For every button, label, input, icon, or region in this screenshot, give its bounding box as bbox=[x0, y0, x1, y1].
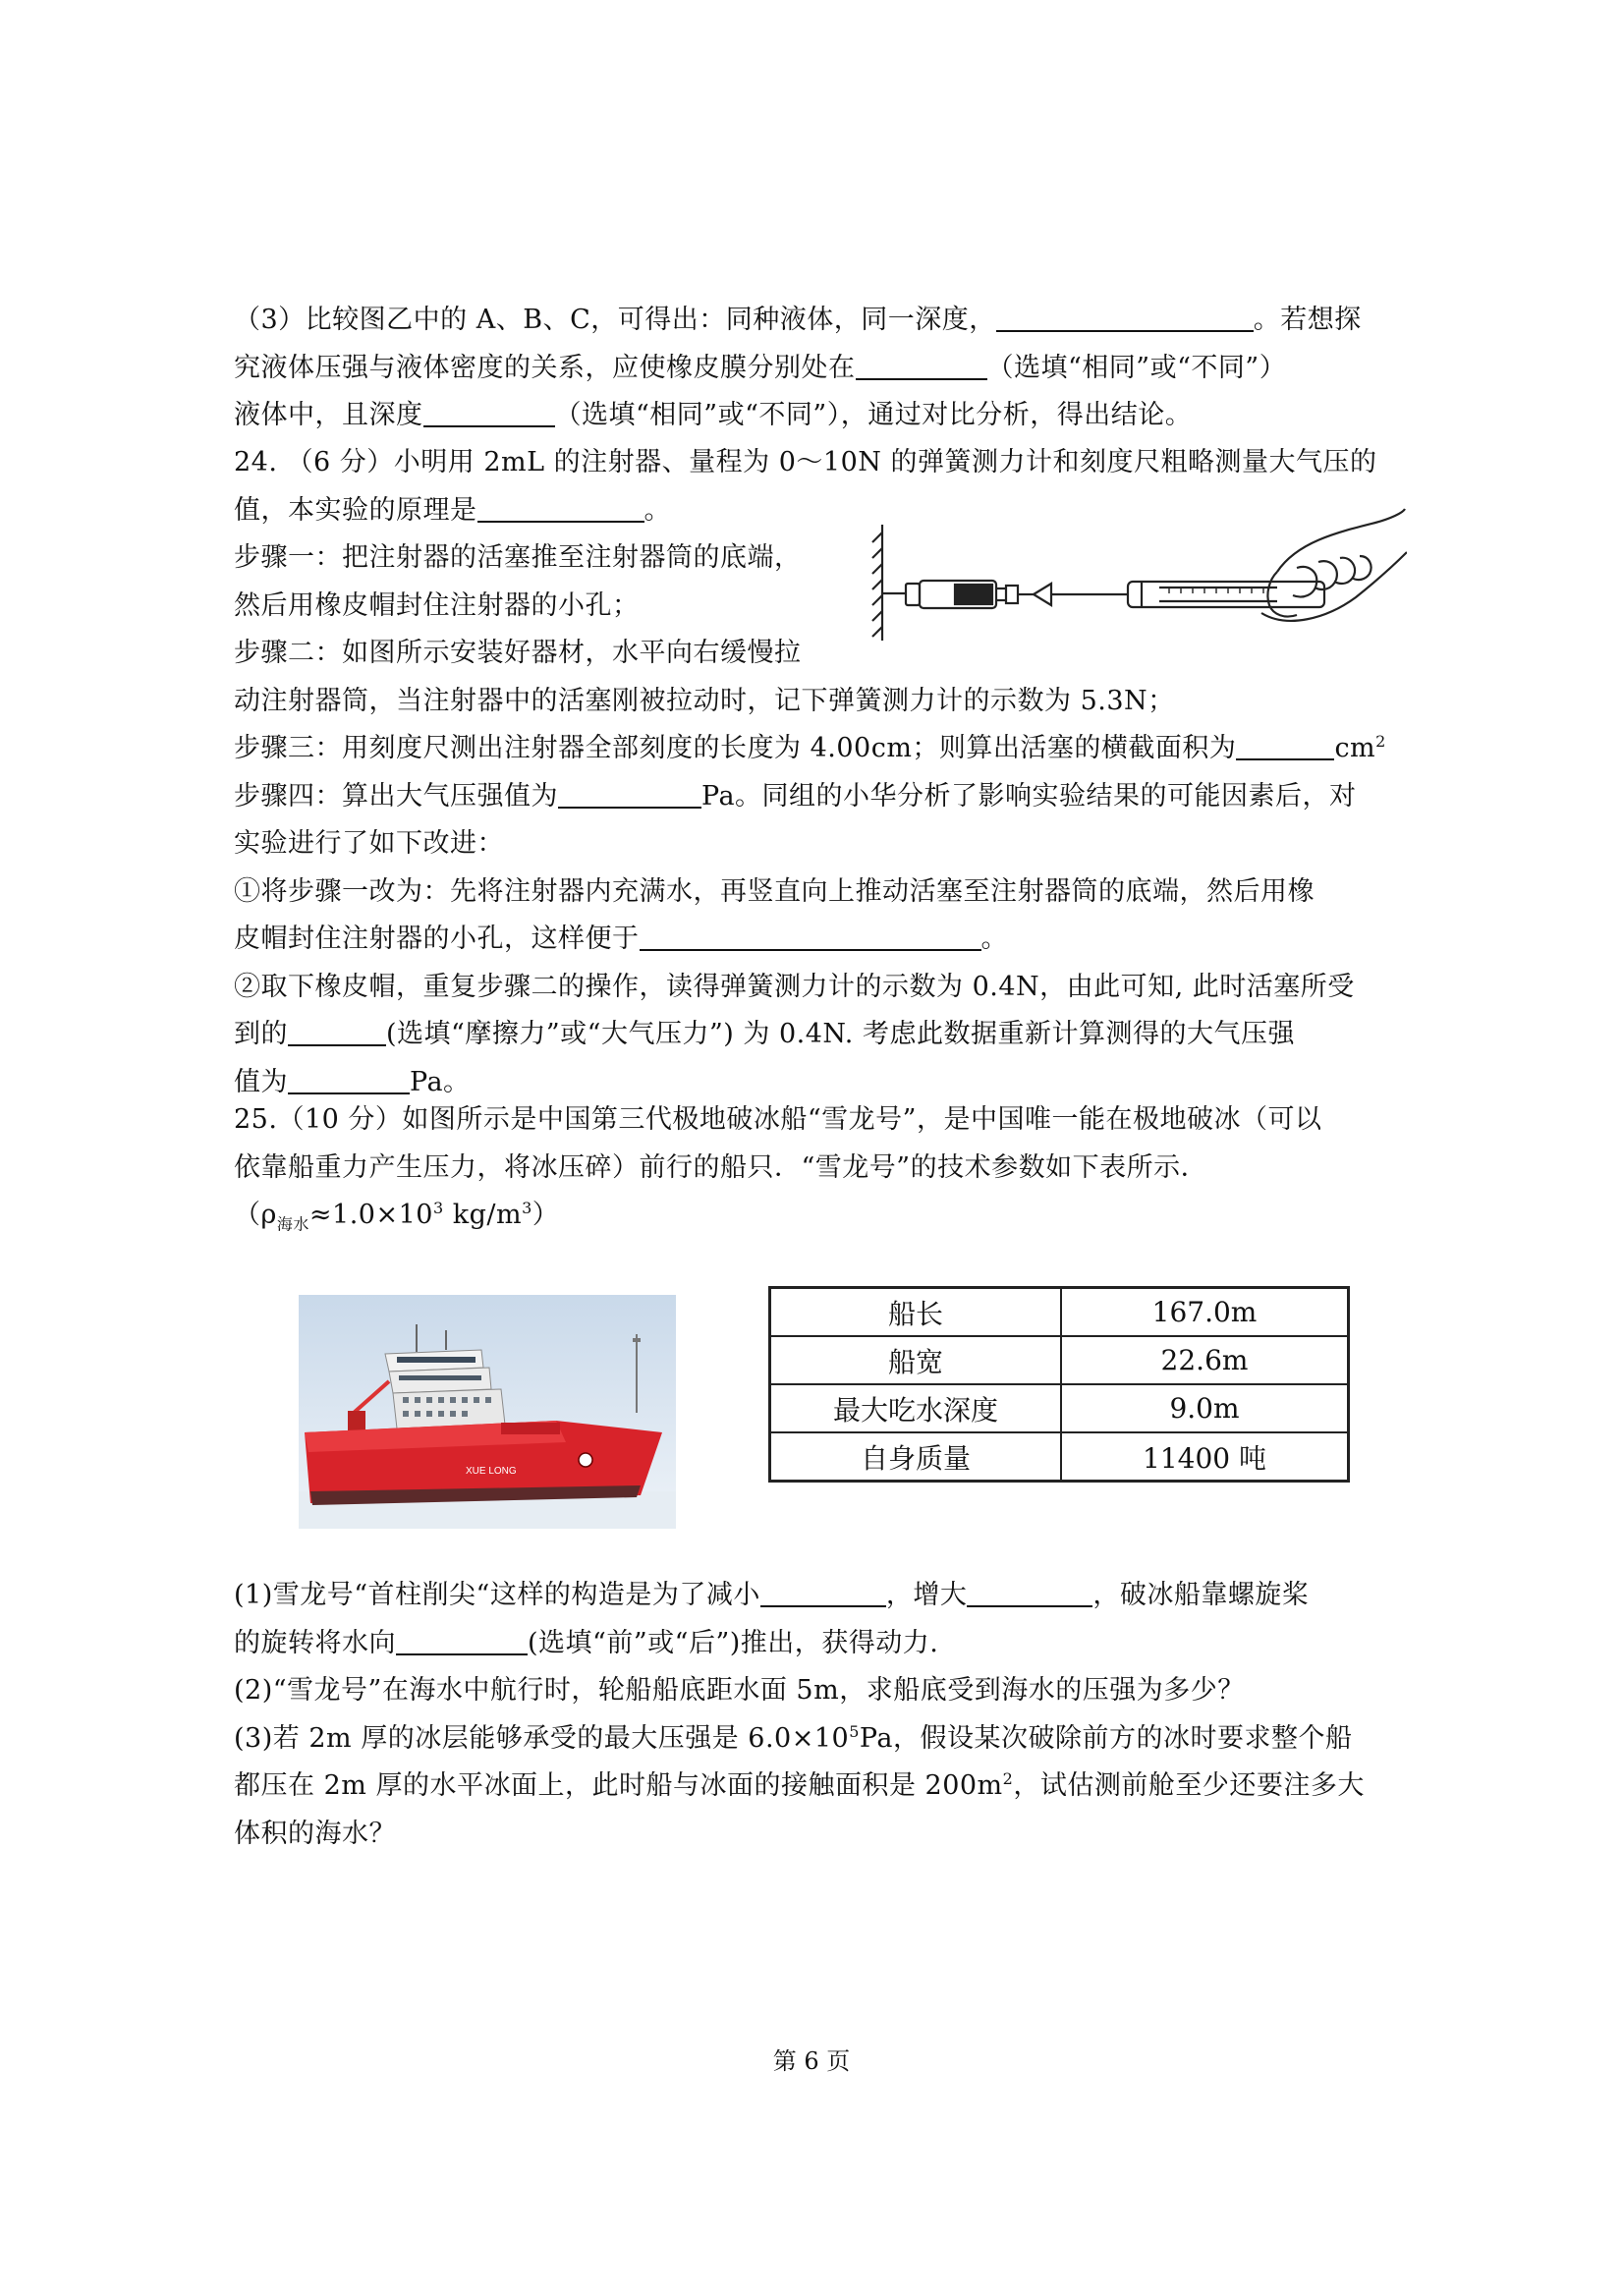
answer-blank[interactable] bbox=[477, 491, 644, 523]
spec-row bbox=[770, 1336, 1349, 1384]
spec-row bbox=[770, 1432, 1349, 1482]
q25-stem: 依靠船重力产生压力，将冰压碎）前行的船只．“雪龙号”的技术参数如下表所示． bbox=[234, 1151, 1208, 1183]
q24-step2: 动注射器筒，当注射器中的活塞刚被拉动时，记下弹簧测力计的示数为 5.3N； bbox=[234, 685, 1175, 716]
q24-improve2: ②取下橡皮帽，重复步骤二的操作，读得弹簧测力计的示数为 0.4N，由此可知, 此时活塞所受 bbox=[234, 971, 1355, 1002]
q23-text: （3）比较图乙中的 A、B、C，可得出：同种液体，同一深度， bbox=[234, 305, 996, 335]
q24-step4: 步骤四：算出大气压强值为 bbox=[234, 780, 558, 812]
q24-improve1: ①将步骤一改为：先将注射器内充满水，再竖直向上推动活塞至注射器筒的底端，然后用橡 bbox=[234, 875, 1315, 907]
unit-text: cm bbox=[1334, 733, 1376, 763]
page-number: 第 6 页 bbox=[772, 2047, 851, 2075]
q23-text: （选填“相同”或“不同”） bbox=[986, 352, 1287, 383]
spec-value: 9.0m bbox=[1061, 1384, 1349, 1432]
q24-improve2: 值为 bbox=[234, 1066, 288, 1097]
q25-part1: ，增大 bbox=[885, 1580, 968, 1610]
answer-blank[interactable] bbox=[996, 301, 1254, 332]
q25-part1: (1)雪龙号“首柱削尖“这样的构造是为了减小 bbox=[234, 1580, 760, 1610]
answer-blank[interactable] bbox=[396, 1624, 528, 1655]
spec-value: 11400 吨 bbox=[1061, 1432, 1349, 1482]
q23-text: 究液体压强与液体密度的关系，应使橡皮膜分别处在 bbox=[234, 352, 856, 383]
q25-part3: 体积的海水？ bbox=[234, 1818, 396, 1849]
answer-blank[interactable] bbox=[856, 349, 987, 380]
q24-step1: 步骤一：把注射器的活塞推至注射器筒的底端， bbox=[234, 542, 802, 573]
answer-blank[interactable] bbox=[967, 1576, 1092, 1607]
spec-key: 船长 bbox=[770, 1288, 1062, 1337]
superscript: 2 bbox=[1002, 1769, 1014, 1788]
q23-text: 。若想探 bbox=[1253, 305, 1362, 335]
answer-blank[interactable] bbox=[288, 1015, 386, 1046]
spec-key: 最大吃水深度 bbox=[770, 1384, 1062, 1432]
q24-improve2: (选填“摩擦力”或“大气压力”) 为 0.4N. 考虑此数据重新计算测得的大气压强 bbox=[386, 1019, 1295, 1049]
q24-improve2: 到的 bbox=[234, 1019, 288, 1049]
q25-part1: (选填“前”或“后”)推出，获得动力. bbox=[528, 1627, 939, 1658]
superscript: 2 bbox=[1375, 732, 1386, 751]
answer-blank[interactable] bbox=[423, 396, 555, 427]
answer-blank[interactable] bbox=[1236, 729, 1334, 760]
spec-row bbox=[770, 1288, 1349, 1337]
q25 bbox=[234, 1096, 1403, 1240]
q24-text: 。 bbox=[644, 494, 671, 526]
q25-part2: (2)“雪龙号”在海水中航行时，轮船船底距水面 5m，求船底受到海水的压强为多少？ bbox=[234, 1675, 1245, 1706]
q24-step4: Pa。同组的小华分析了影响实验结果的可能因素后，对 bbox=[701, 780, 1357, 812]
q24-stem: 24. （6 分）小明用 2mL 的注射器、量程为 0～10N 的弹簧测力计和刻度尺粗略测量大气压的 bbox=[234, 447, 1377, 477]
superscript: 5 bbox=[849, 1721, 860, 1741]
q24-text: 值，本实验的原理是 bbox=[234, 494, 477, 526]
spec-row bbox=[770, 1384, 1349, 1432]
q25-part3: (3)若 2m 厚的冰层能够承受的最大压强是 6.0×10 bbox=[234, 1722, 850, 1754]
q24-improve2: Pa。 bbox=[410, 1066, 471, 1097]
q23-part3 bbox=[234, 297, 1403, 440]
q23-text: 液体中，且深度 bbox=[234, 400, 423, 430]
q24-step1: 然后用橡皮帽封住注射器的小孔； bbox=[234, 589, 640, 621]
q25-subparts bbox=[234, 1572, 1403, 1858]
spec-value: 22.6m bbox=[1061, 1336, 1349, 1384]
q25-part1: 的旋转将水向 bbox=[234, 1627, 396, 1658]
q25-part3: ，试估测前舱至少还要注多大 bbox=[1013, 1770, 1365, 1801]
answer-blank[interactable] bbox=[760, 1576, 886, 1607]
answer-blank[interactable] bbox=[288, 1063, 410, 1094]
q24-step4: 实验进行了如下改进： bbox=[234, 828, 504, 859]
icebreaker-ship-photo bbox=[299, 1295, 676, 1529]
q24-improve1: 皮帽封住注射器的小孔，这样便于 bbox=[234, 924, 640, 954]
ship-spec-table bbox=[768, 1286, 1350, 1483]
q25-part1: ，破冰船靠螺旋桨 bbox=[1092, 1580, 1310, 1610]
q24-step2: 步骤二：如图所示安装好器材，水平向右缓慢拉 bbox=[234, 638, 802, 668]
seawater-density-note: （$\rho_{海水}\approx 1.0\times 10^3$ $kg/m^3$） bbox=[234, 1199, 560, 1234]
ship-name-text: XUE LONG bbox=[466, 1466, 517, 1477]
q25-part3: Pa，假设某次破除前方的冰时要求整个船 bbox=[859, 1722, 1353, 1754]
spec-value: 167.0m bbox=[1061, 1288, 1349, 1337]
answer-blank[interactable] bbox=[640, 920, 981, 951]
q23-text: （选填“相同”或“不同”），通过对比分析，得出结论。 bbox=[554, 400, 1193, 430]
q24-step3: 步骤三：用刻度尺测出注射器全部刻度的长度为 4.00cm；则算出活塞的横截面积为 bbox=[234, 733, 1237, 763]
spec-key: 自身质量 bbox=[770, 1432, 1062, 1482]
q25-part3: 都压在 2m 厚的水平冰面上，此时船与冰面的接触面积是 200m bbox=[234, 1770, 1003, 1801]
q25-stem: 25.（10 分）如图所示是中国第三代极地破冰船“雪龙号”，是中国唯一能在极地破冰（可以 bbox=[234, 1104, 1322, 1135]
spec-key: 船宽 bbox=[770, 1336, 1062, 1384]
answer-blank[interactable] bbox=[558, 777, 701, 809]
syringe-apparatus-figure bbox=[865, 503, 1407, 648]
q24-improve1: 。 bbox=[980, 924, 1008, 954]
